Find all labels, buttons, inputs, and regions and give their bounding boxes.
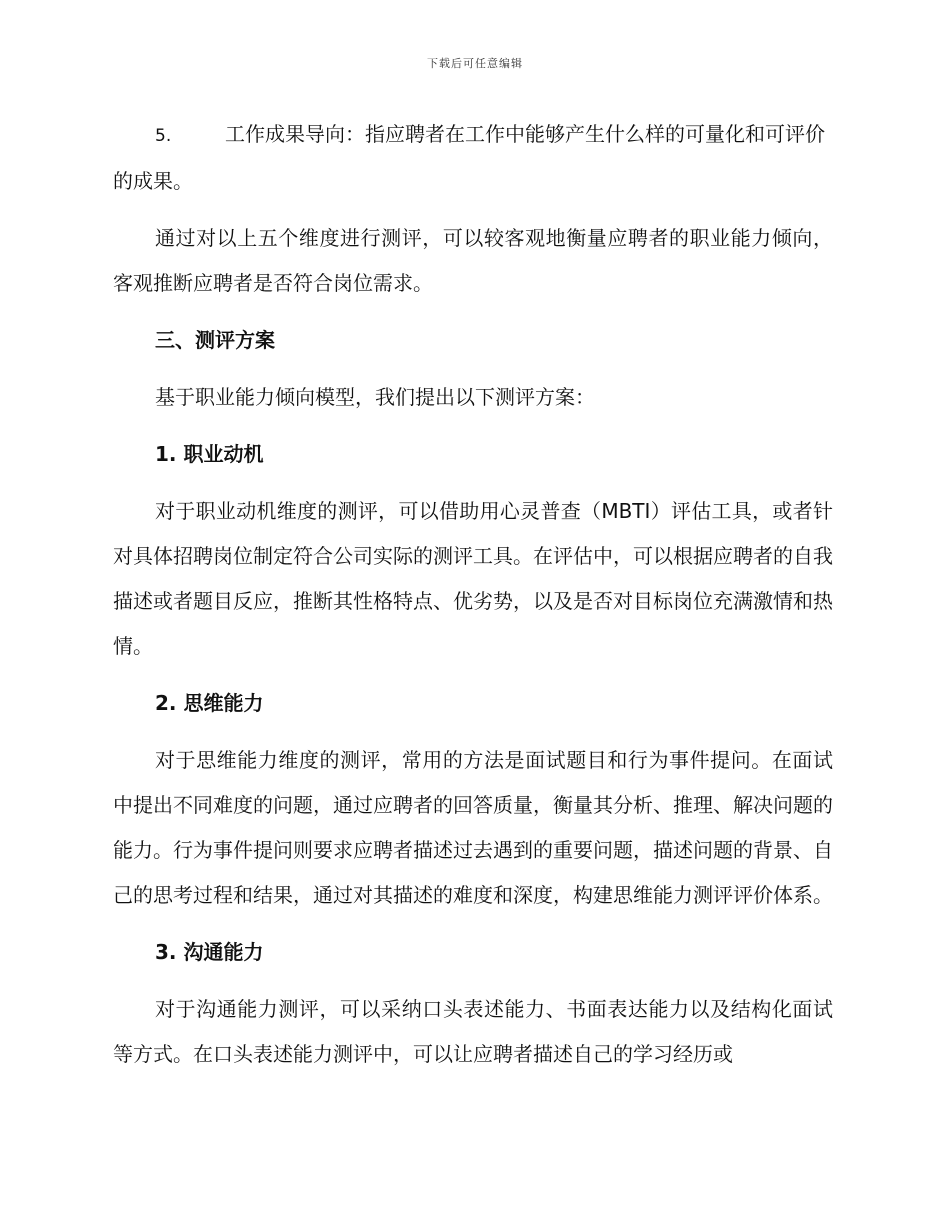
- subheading-thinking-ability: 2. 思维能力: [155, 691, 264, 715]
- paragraph-communication-ability: 对于沟通能力测评，可以采纳口头表述能力、书面表达能力以及结构化面试等方式。在口头表述能力测评中，可以让应聘者描述自己的学习经历或: [113, 997, 833, 1066]
- list-item-text: 工作成果导向：指应聘者在工作中能够产生什么样的可量化和可评价的成果。: [113, 122, 825, 193]
- summary-paragraph: 通过对以上五个维度进行测评，可以较客观地衡量应聘者的职业能力倾向，客观推断应聘者是否符合岗位需求。: [113, 226, 833, 295]
- subheading-career-motivation: 1. 职业动机: [155, 442, 264, 466]
- paragraph-thinking-ability: 对于思维能力维度的测评，常用的方法是面试题目和行为事件提问。在面试中提出不同难度的问题，通过应聘者的回答质量，衡量其分析、推理、解决问题的能力。行为事件提问则要求应聘者描述过去遇到的重要问题，描述问题的背景、自己的思考过程和结果，通过对其描述的难度和深度，构建思维能力测评评价体系。: [113, 748, 833, 907]
- paragraph-career-motivation: 对于职业动机维度的测评，可以借助用心灵普查（MBTI）评估工具，或者针对具体招聘岗位制定符合公司实际的测评工具。在评估中，可以根据应聘者的自我描述或者题目反应，推断其性格特点、优劣势，以及是否对目标岗位充满激情和热情。: [113, 499, 833, 658]
- subheading-communication-ability: 3. 沟通能力: [155, 940, 264, 964]
- section-intro-paragraph: 基于职业能力倾向模型，我们提出以下测评方案：: [155, 385, 595, 409]
- document-body: [113, 112, 833, 1077]
- list-number: 5.: [155, 126, 172, 146]
- list-item-5: [113, 112, 833, 204]
- section-heading: 三、测评方案: [155, 328, 275, 352]
- header-note: 下载后可任意编辑: [427, 57, 523, 70]
